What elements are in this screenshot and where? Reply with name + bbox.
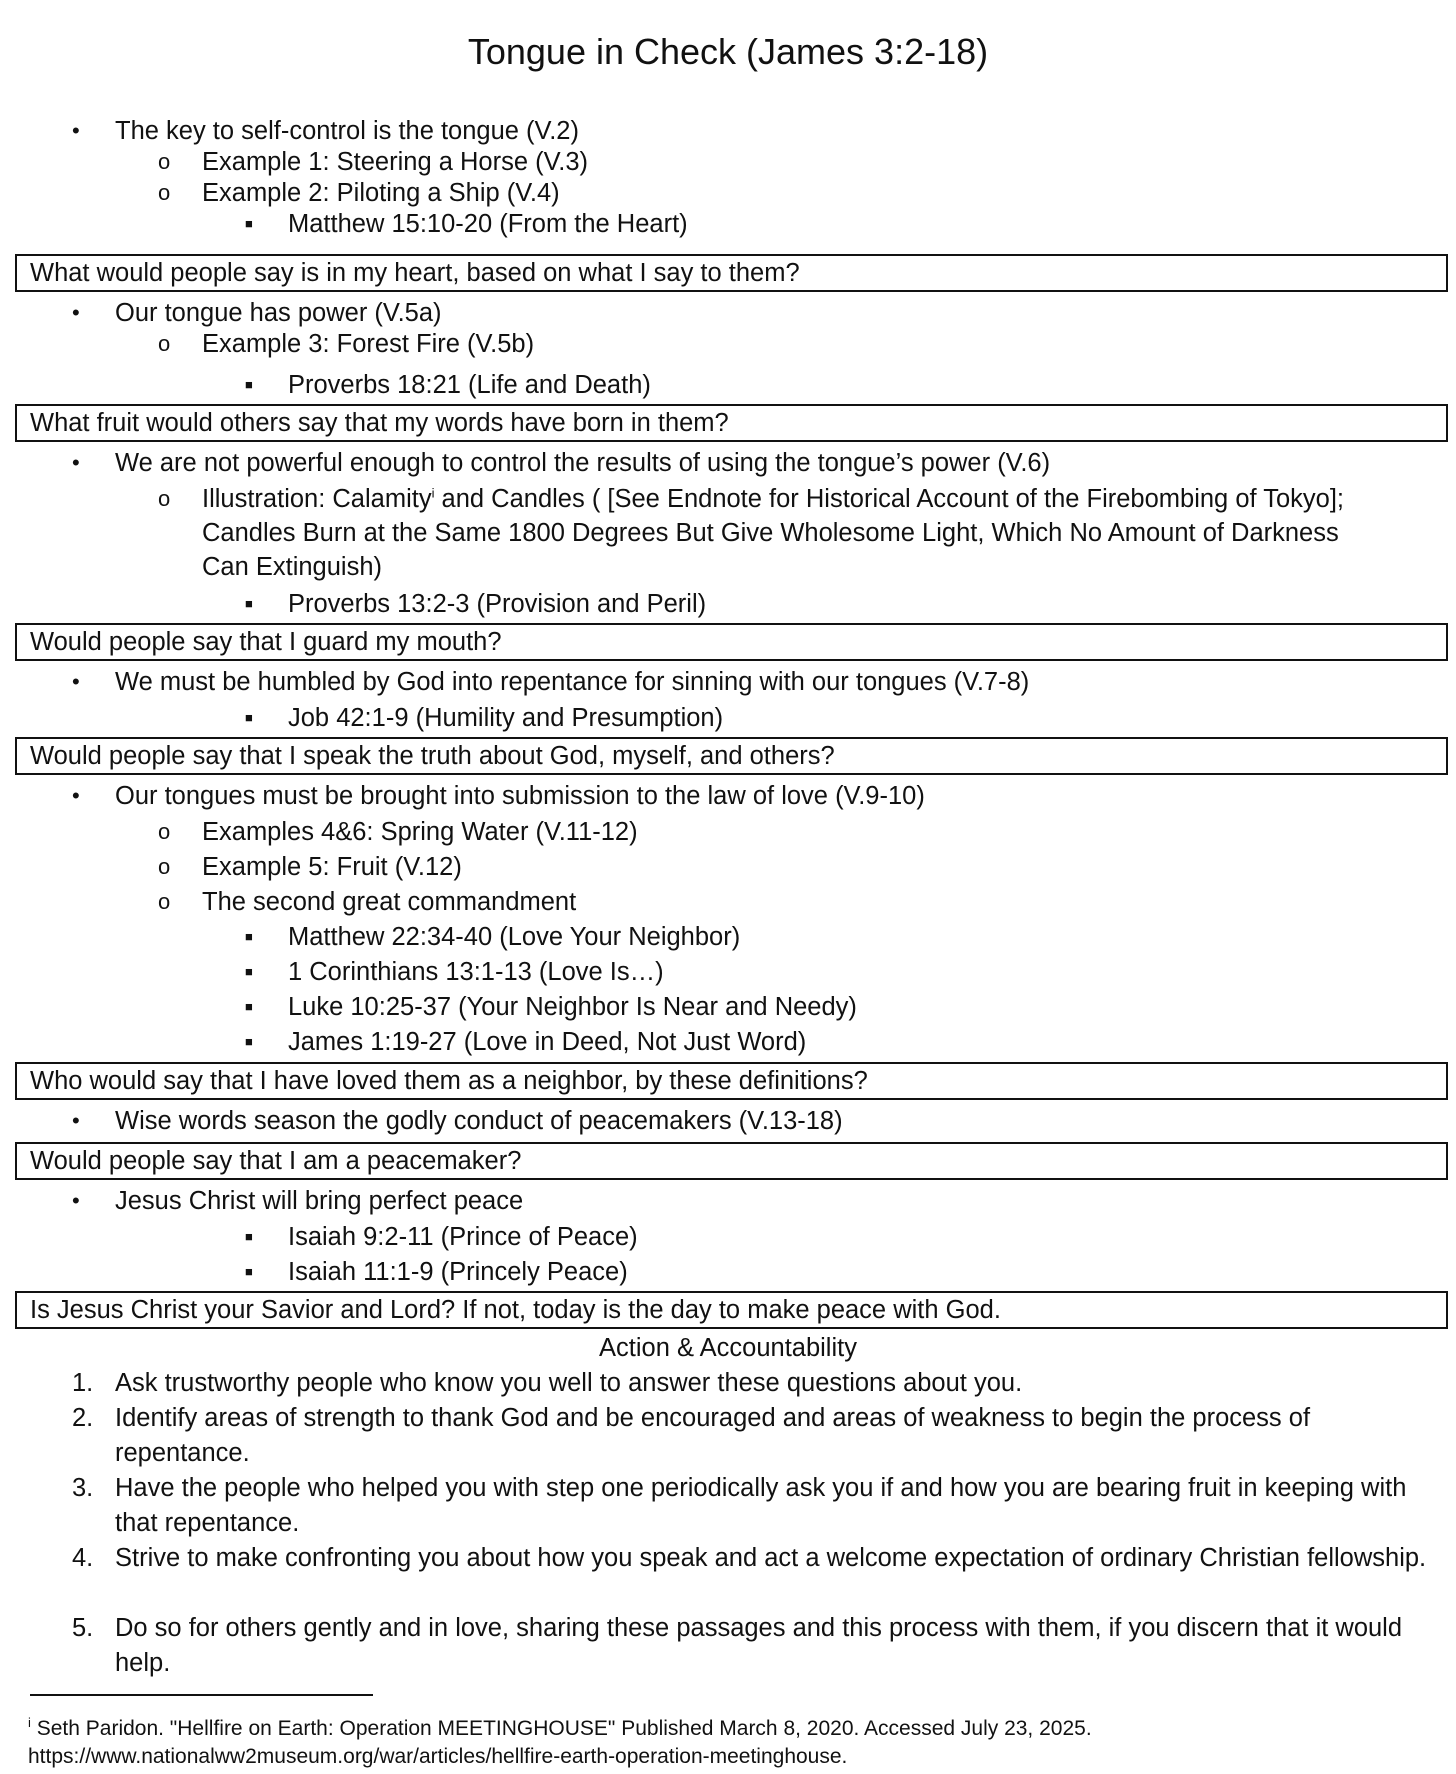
circle-marker: o: [158, 889, 171, 914]
action-item: Do so for others gently and in love, sharing these passages and this process with them, if you discern that it would help.: [115, 1614, 1403, 1677]
main-point: We are not powerful enough to control the results of using the tongue’s power (V.6): [115, 449, 1051, 477]
square-marker: ■: [245, 1264, 253, 1279]
question-box: What fruit would others say that my words have born in them?: [15, 404, 1448, 442]
scripture-ref: Proverbs 13:2-3 (Provision and Peril): [288, 590, 707, 618]
action-item: Have the people who helped you with step one periodically ask you if and how you are bearing fruit in keeping with that repentance.: [115, 1474, 1407, 1537]
square-marker: ■: [245, 964, 253, 979]
main-point: Wise words season the godly conduct of peacemakers (V.13-18): [115, 1107, 843, 1135]
footnote-divider: [30, 1694, 373, 1696]
question-box: Is Jesus Christ your Savior and Lord? If not, today is the day to make peace with God.: [15, 1291, 1448, 1329]
main-point: Our tongue has power (V.5a): [115, 299, 442, 327]
sub-point: The second great commandment: [202, 888, 577, 916]
illustration-text: Illustration: Calamity$^i$ and Candles ( [See Endnote for Historical Account of the Firebombing of Tokyo]; Candles Burn at the Same 1800 Degrees But Give Wholesome Light, Which No Amount of Darkness Can Extinguish): [202, 485, 1345, 581]
sub-point: Example 2: Piloting a Ship (V.4): [202, 179, 560, 207]
action-item: Strive to make confronting you about how you speak and act a welcome expectation of ordinary Christian fellowship.: [115, 1544, 1427, 1572]
question-box: What would people say is in my heart, based on what I say to them?: [15, 254, 1448, 292]
list-number: 3.: [72, 1474, 94, 1502]
square-marker: ■: [245, 216, 253, 231]
circle-marker: o: [158, 331, 171, 356]
bullet-marker: •: [72, 450, 80, 475]
square-marker: ■: [245, 999, 253, 1014]
scripture-ref: Isaiah 11:1-9 (Princely Peace): [288, 1258, 628, 1286]
scripture-ref: Job 42:1-9 (Humility and Presumption): [288, 704, 724, 732]
list-number: 1.: [72, 1369, 94, 1397]
list-number: 2.: [72, 1404, 94, 1432]
action-item: Ask trustworthy people who know you well to answer these questions about you.: [115, 1369, 1023, 1397]
main-point: The key to self-control is the tongue (V.2): [115, 117, 579, 145]
bullet-marker: •: [72, 783, 80, 808]
page-title: Tongue in Check (James 3:2-18): [467, 31, 989, 72]
endnote-marker[interactable]: i: [431, 485, 435, 501]
circle-marker: o: [158, 486, 171, 511]
question-box: Would people say that I guard my mouth?: [15, 623, 1448, 661]
scripture-ref: Isaiah 9:2-11 (Prince of Peace): [288, 1223, 638, 1251]
circle-marker: o: [158, 819, 171, 844]
main-point: Our tongues must be brought into submission to the law of love (V.9-10): [115, 782, 925, 810]
sub-point: Example 5: Fruit (V.12): [202, 853, 462, 881]
footnote-citation: $^i$ Seth Paridon. "Hellfire on Earth: Operation MEETINGHOUSE" Published March 8, 2020. Accessed July 23, 2025.: [28, 1715, 1092, 1740]
main-point: We must be humbled by God into repentance for sinning with our tongues (V.7-8): [115, 668, 1030, 696]
bullet-marker: •: [72, 1108, 80, 1133]
circle-marker: o: [158, 180, 171, 205]
square-marker: ■: [245, 596, 253, 611]
list-number: 5.: [72, 1614, 94, 1642]
square-marker: ■: [245, 1229, 253, 1244]
bullet-marker: •: [72, 300, 80, 325]
square-marker: ■: [245, 1034, 253, 1049]
action-item: Identify areas of strength to thank God and be encouraged and areas of weakness to begin the process of repentance.: [115, 1404, 1311, 1467]
bullet-marker: •: [72, 1188, 80, 1213]
scripture-ref: Proverbs 18:21 (Life and Death): [288, 371, 651, 399]
action-heading: Action & Accountability: [599, 1334, 857, 1362]
bullet-marker: •: [72, 118, 80, 143]
scripture-ref: Matthew 15:10-20 (From the Heart): [288, 210, 688, 238]
scripture-ref: Matthew 22:34-40 (Love Your Neighbor): [288, 923, 741, 951]
bullet-marker: •: [72, 669, 80, 694]
square-marker: ■: [245, 929, 253, 944]
scripture-ref: 1 Corinthians 13:1-13 (Love Is…): [288, 958, 664, 986]
circle-marker: o: [158, 149, 171, 174]
list-number: 4.: [72, 1544, 94, 1572]
circle-marker: o: [158, 854, 171, 879]
square-marker: ■: [245, 377, 253, 392]
sub-point: Examples 4&6: Spring Water (V.11-12): [202, 818, 638, 846]
square-marker: ■: [245, 710, 253, 725]
main-point: Jesus Christ will bring perfect peace: [115, 1187, 524, 1215]
sub-point: Example 1: Steering a Horse (V.3): [202, 148, 588, 176]
footnote-url[interactable]: https://www.nationalww2museum.org/war/articles/hellfire-earth-operation-meetinghouse.: [28, 1745, 848, 1768]
question-box: Would people say that I speak the truth about God, myself, and others?: [15, 737, 1448, 775]
footnote-mark: i: [28, 1715, 31, 1730]
question-box: Would people say that I am a peacemaker?: [15, 1142, 1448, 1180]
question-box: Who would say that I have loved them as a neighbor, by these definitions?: [15, 1062, 1448, 1100]
scripture-ref: Luke 10:25-37 (Your Neighbor Is Near and Needy): [288, 993, 857, 1021]
scripture-ref: James 1:19-27 (Love in Deed, Not Just Word): [288, 1028, 807, 1056]
sub-point: Example 3: Forest Fire (V.5b): [202, 330, 535, 358]
